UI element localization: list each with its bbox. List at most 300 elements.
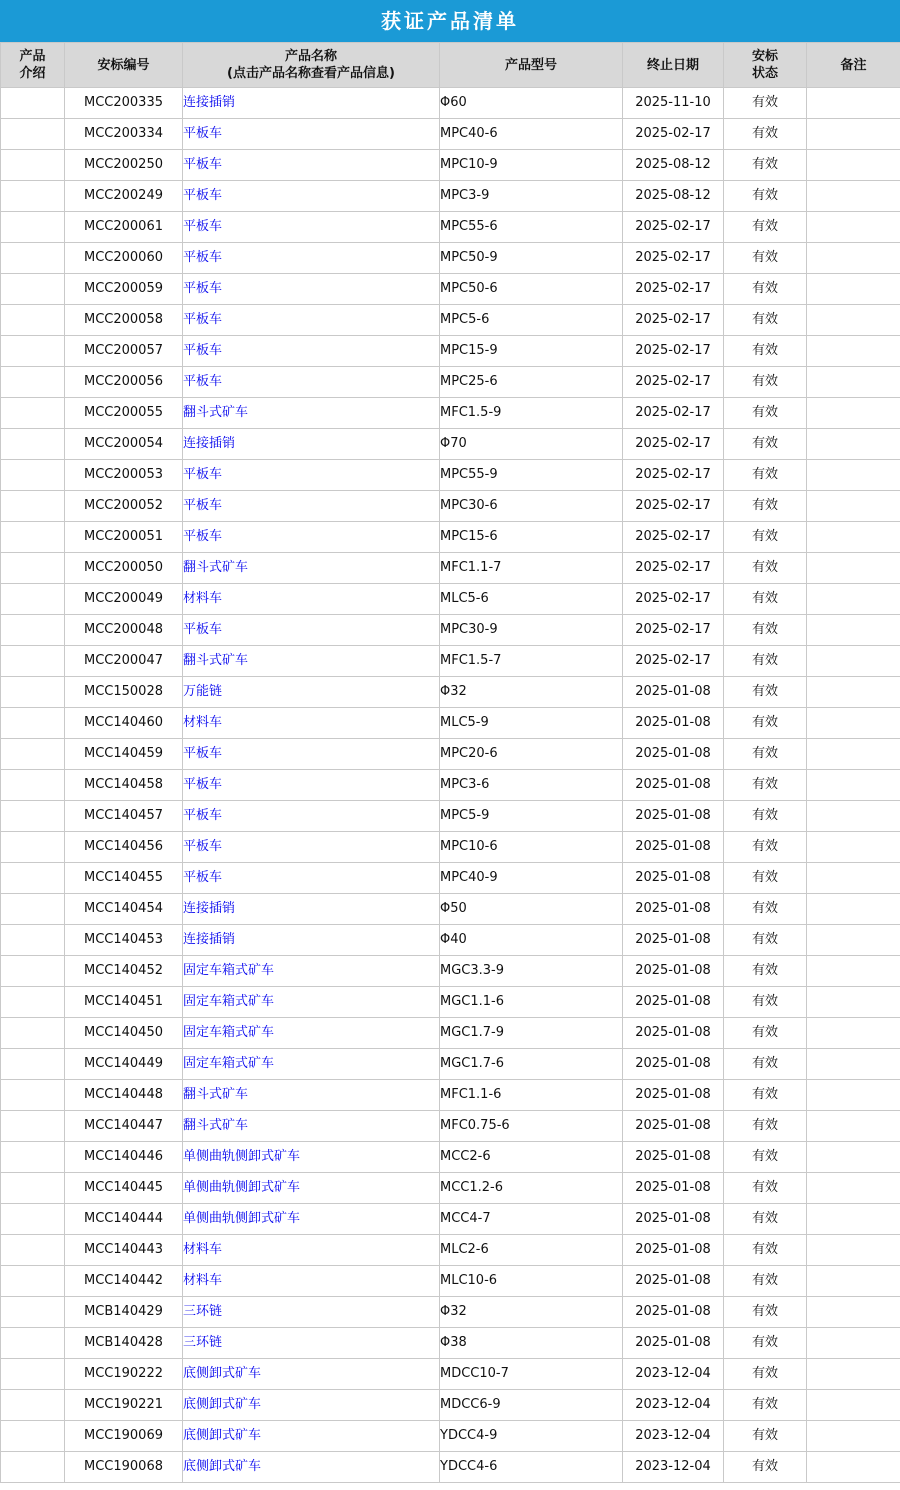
table-row — [1, 1018, 900, 1049]
table-row — [1, 181, 900, 212]
product-name-cell — [183, 615, 440, 646]
product-name-link[interactable]: 底侧卸式矿车 — [183, 1428, 262, 1443]
product-name-link[interactable]: 平板车 — [183, 622, 223, 637]
remark-cell — [807, 1173, 900, 1204]
table-row — [1, 1359, 900, 1390]
product-name-cell — [183, 367, 440, 398]
product-intro-cell — [1, 863, 65, 894]
product-model-cell: MPC5-6 — [440, 305, 623, 336]
cert-code-cell: MCC200056 — [65, 367, 183, 398]
product-name-cell — [183, 1173, 440, 1204]
expiry-date-cell: 2025-01-08 — [623, 708, 724, 739]
table-row — [1, 150, 900, 181]
cert-code-cell: MCC200249 — [65, 181, 183, 212]
cert-code-cell: MCB140428 — [65, 1328, 183, 1359]
cert-status-cell: 有效 — [724, 1235, 807, 1266]
expiry-date-cell: 2025-01-08 — [623, 1049, 724, 1080]
expiry-date-cell: 2025-01-08 — [623, 1111, 724, 1142]
product-name-link[interactable]: 三环链 — [183, 1335, 223, 1350]
product-name-cell — [183, 150, 440, 181]
expiry-date-cell: 2025-01-08 — [623, 1173, 724, 1204]
product-name-cell — [183, 770, 440, 801]
cert-status-cell: 有效 — [724, 398, 807, 429]
cert-status-cell: 有效 — [724, 553, 807, 584]
product-model-cell: MGC3.3-9 — [440, 956, 623, 987]
product-model-cell: MPC30-6 — [440, 491, 623, 522]
remark-cell — [807, 88, 900, 119]
product-name-link[interactable]: 平板车 — [183, 188, 223, 203]
product-intro-cell — [1, 646, 65, 677]
header-row — [1, 43, 900, 88]
cert-status-cell: 有效 — [724, 646, 807, 677]
cert-code-cell: MCC140454 — [65, 894, 183, 925]
remark-cell — [807, 491, 900, 522]
product-model-cell: Φ32 — [440, 1297, 623, 1328]
expiry-date-cell: 2025-02-17 — [623, 398, 724, 429]
cert-code-cell: MCC200059 — [65, 274, 183, 305]
remark-cell — [807, 429, 900, 460]
product-name-cell — [183, 119, 440, 150]
product-name-link[interactable]: 翻斗式矿车 — [183, 1087, 249, 1102]
table-row — [1, 119, 900, 150]
product-intro-cell — [1, 491, 65, 522]
table-row — [1, 646, 900, 677]
expiry-date-cell: 2025-01-08 — [623, 1235, 724, 1266]
expiry-date-cell: 2025-01-08 — [623, 925, 724, 956]
product-intro-cell — [1, 553, 65, 584]
cert-code-cell: MCC140449 — [65, 1049, 183, 1080]
product-name-link[interactable]: 翻斗式矿车 — [183, 560, 249, 575]
cert-code-cell: MCC190222 — [65, 1359, 183, 1390]
product-intro-cell — [1, 1142, 65, 1173]
table-row — [1, 367, 900, 398]
product-model-cell: MPC5-9 — [440, 801, 623, 832]
product-name-link[interactable]: 单侧曲轨侧卸式矿车 — [183, 1211, 301, 1226]
cert-status-cell: 有效 — [724, 1452, 807, 1483]
product-name-link[interactable]: 平板车 — [183, 126, 223, 141]
product-intro-cell — [1, 615, 65, 646]
remark-cell — [807, 274, 900, 305]
cert-status-cell: 有效 — [724, 243, 807, 274]
product-name-cell — [183, 336, 440, 367]
expiry-date-cell: 2025-01-08 — [623, 739, 724, 770]
remark-cell — [807, 677, 900, 708]
product-intro-cell — [1, 708, 65, 739]
product-model-cell: YDCC4-9 — [440, 1421, 623, 1452]
table-row — [1, 925, 900, 956]
expiry-date-cell: 2025-01-08 — [623, 677, 724, 708]
table-row — [1, 894, 900, 925]
product-model-cell: MPC10-9 — [440, 150, 623, 181]
product-name-link[interactable]: 翻斗式矿车 — [183, 653, 249, 668]
table-row — [1, 987, 900, 1018]
expiry-date-cell: 2025-02-17 — [623, 491, 724, 522]
product-model-cell: Φ70 — [440, 429, 623, 460]
expiry-date-cell: 2025-01-08 — [623, 1266, 724, 1297]
product-model-cell: MPC50-9 — [440, 243, 623, 274]
table-row — [1, 739, 900, 770]
remark-cell — [807, 243, 900, 274]
cert-status-cell: 有效 — [724, 801, 807, 832]
product-model-cell: MPC15-9 — [440, 336, 623, 367]
table-row — [1, 274, 900, 305]
expiry-date-cell: 2025-02-17 — [623, 522, 724, 553]
cert-code-cell: MCC140442 — [65, 1266, 183, 1297]
product-name-cell — [183, 1452, 440, 1483]
cert-code-cell: MCC200050 — [65, 553, 183, 584]
table-row — [1, 1235, 900, 1266]
product-name-link[interactable]: 底侧卸式矿车 — [183, 1366, 262, 1381]
product-model-cell: MPC55-6 — [440, 212, 623, 243]
product-name-link[interactable]: 翻斗式矿车 — [183, 1118, 249, 1133]
product-intro-cell — [1, 429, 65, 460]
expiry-date-cell: 2023-12-04 — [623, 1452, 724, 1483]
table-row — [1, 832, 900, 863]
product-name-link[interactable]: 万能链 — [183, 684, 223, 699]
product-model-cell: MPC15-6 — [440, 522, 623, 553]
remark-cell — [807, 398, 900, 429]
product-model-cell: YDCC4-6 — [440, 1452, 623, 1483]
cert-status-cell: 有效 — [724, 987, 807, 1018]
cert-status-cell: 有效 — [724, 708, 807, 739]
product-name-link[interactable]: 平板车 — [183, 870, 223, 885]
table-row — [1, 956, 900, 987]
header-intro: 产品 介绍 — [1, 43, 65, 88]
cert-code-cell: MCC140452 — [65, 956, 183, 987]
product-model-cell: MDCC10-7 — [440, 1359, 623, 1390]
product-name-cell — [183, 1390, 440, 1421]
cert-status-cell: 有效 — [724, 1173, 807, 1204]
expiry-date-cell: 2025-02-17 — [623, 429, 724, 460]
product-model-cell: MPC30-9 — [440, 615, 623, 646]
product-name-link[interactable]: 平板车 — [183, 529, 223, 544]
product-name-link[interactable]: 平板车 — [183, 374, 223, 389]
product-name-cell — [183, 1328, 440, 1359]
product-model-cell: MPC10-6 — [440, 832, 623, 863]
remark-cell — [807, 894, 900, 925]
cert-status-cell: 有效 — [724, 677, 807, 708]
cert-code-cell: MCC140455 — [65, 863, 183, 894]
product-model-cell: MGC1.7-6 — [440, 1049, 623, 1080]
cert-code-cell: MCC200334 — [65, 119, 183, 150]
product-intro-cell — [1, 584, 65, 615]
cert-code-cell: MCC200053 — [65, 460, 183, 491]
product-intro-cell — [1, 522, 65, 553]
cert-code-cell: MCC200061 — [65, 212, 183, 243]
remark-cell — [807, 1018, 900, 1049]
table-row — [1, 770, 900, 801]
remark-cell — [807, 1266, 900, 1297]
product-name-link[interactable]: 材料车 — [183, 1242, 223, 1257]
product-name-cell — [183, 863, 440, 894]
product-name-cell — [183, 460, 440, 491]
expiry-date-cell: 2025-02-17 — [623, 367, 724, 398]
table-row — [1, 1452, 900, 1483]
product-name-link[interactable]: 材料车 — [183, 591, 223, 606]
product-name-link[interactable]: 翻斗式矿车 — [183, 405, 249, 420]
product-intro-cell — [1, 243, 65, 274]
cert-code-cell: MCC200049 — [65, 584, 183, 615]
table-row — [1, 1266, 900, 1297]
product-name-link[interactable]: 固定车箱式矿车 — [183, 1056, 275, 1071]
cert-code-cell: MCC140460 — [65, 708, 183, 739]
product-model-cell: Φ38 — [440, 1328, 623, 1359]
product-name-cell — [183, 429, 440, 460]
product-name-cell — [183, 491, 440, 522]
product-model-cell: Φ60 — [440, 88, 623, 119]
product-name-link[interactable]: 平板车 — [183, 343, 223, 358]
expiry-date-cell: 2025-02-17 — [623, 460, 724, 491]
product-intro-cell — [1, 181, 65, 212]
product-name-link[interactable]: 底侧卸式矿车 — [183, 1459, 262, 1474]
expiry-date-cell: 2025-02-17 — [623, 212, 724, 243]
product-model-cell: Φ32 — [440, 677, 623, 708]
remark-cell — [807, 1421, 900, 1452]
expiry-date-cell: 2025-01-08 — [623, 1018, 724, 1049]
table-row — [1, 88, 900, 119]
cert-code-cell: MCC140448 — [65, 1080, 183, 1111]
expiry-date-cell: 2025-02-17 — [623, 243, 724, 274]
cert-status-cell: 有效 — [724, 522, 807, 553]
product-model-cell: MCC1.2-6 — [440, 1173, 623, 1204]
product-name-link[interactable]: 连接插销 — [183, 932, 236, 947]
cert-code-cell: MCC140444 — [65, 1204, 183, 1235]
product-name-link[interactable]: 平板车 — [183, 250, 223, 265]
cert-status-cell: 有效 — [724, 150, 807, 181]
expiry-date-cell: 2023-12-04 — [623, 1359, 724, 1390]
page-title: 获证产品清单 — [0, 0, 900, 42]
cert-code-cell: MCC200058 — [65, 305, 183, 336]
cert-status-cell: 有效 — [724, 460, 807, 491]
remark-cell — [807, 181, 900, 212]
remark-cell — [807, 646, 900, 677]
expiry-date-cell: 2025-02-17 — [623, 336, 724, 367]
product-intro-cell — [1, 1328, 65, 1359]
cert-status-cell: 有效 — [724, 1421, 807, 1452]
cert-status-cell: 有效 — [724, 739, 807, 770]
table-row — [1, 398, 900, 429]
cert-status-cell: 有效 — [724, 584, 807, 615]
product-model-cell: MFC1.1-7 — [440, 553, 623, 584]
cert-code-cell: MCC140446 — [65, 1142, 183, 1173]
table-row — [1, 1049, 900, 1080]
cert-status-cell: 有效 — [724, 491, 807, 522]
cert-code-cell: MCC140458 — [65, 770, 183, 801]
product-model-cell: MLC5-6 — [440, 584, 623, 615]
expiry-date-cell: 2023-12-04 — [623, 1421, 724, 1452]
cert-status-cell: 有效 — [724, 770, 807, 801]
product-name-link[interactable]: 平板车 — [183, 157, 223, 172]
cert-status-cell: 有效 — [724, 832, 807, 863]
cert-status-cell: 有效 — [724, 305, 807, 336]
product-intro-cell — [1, 1111, 65, 1142]
cert-status-cell: 有效 — [724, 336, 807, 367]
product-name-cell — [183, 88, 440, 119]
cert-code-cell: MCC200057 — [65, 336, 183, 367]
cert-status-cell: 有效 — [724, 1142, 807, 1173]
product-model-cell: MCC2-6 — [440, 1142, 623, 1173]
product-name-link[interactable]: 连接插销 — [183, 95, 236, 110]
cert-code-cell: MCC190069 — [65, 1421, 183, 1452]
product-name-link[interactable]: 单侧曲轨侧卸式矿车 — [183, 1149, 301, 1164]
cert-code-cell: MCC140443 — [65, 1235, 183, 1266]
product-name-link[interactable]: 材料车 — [183, 1273, 223, 1288]
cert-status-cell: 有效 — [724, 894, 807, 925]
table-row — [1, 1111, 900, 1142]
product-name-link[interactable]: 平板车 — [183, 281, 223, 296]
product-name-cell — [183, 212, 440, 243]
product-name-link[interactable]: 固定车箱式矿车 — [183, 963, 275, 978]
expiry-date-cell: 2025-01-08 — [623, 863, 724, 894]
remark-cell — [807, 1297, 900, 1328]
cert-code-cell: MCC190221 — [65, 1390, 183, 1421]
product-name-link[interactable]: 平板车 — [183, 808, 223, 823]
product-model-cell: MPC3-9 — [440, 181, 623, 212]
cert-code-cell: MCC200055 — [65, 398, 183, 429]
remark-cell — [807, 1452, 900, 1483]
product-intro-cell — [1, 274, 65, 305]
product-name-link[interactable]: 平板车 — [183, 312, 223, 327]
remark-cell — [807, 1204, 900, 1235]
table-row — [1, 1421, 900, 1452]
product-name-cell — [183, 584, 440, 615]
product-model-cell: MPC40-9 — [440, 863, 623, 894]
table-row — [1, 584, 900, 615]
cert-status-cell: 有效 — [724, 1297, 807, 1328]
expiry-date-cell: 2025-02-17 — [623, 553, 724, 584]
expiry-date-cell: 2025-02-17 — [623, 646, 724, 677]
table-row — [1, 708, 900, 739]
product-intro-cell — [1, 88, 65, 119]
expiry-date-cell: 2025-01-08 — [623, 1297, 724, 1328]
product-name-cell — [183, 1080, 440, 1111]
product-name-cell — [183, 522, 440, 553]
cert-code-cell: MCC140457 — [65, 801, 183, 832]
product-intro-cell — [1, 1235, 65, 1266]
product-name-link[interactable]: 平板车 — [183, 219, 223, 234]
product-intro-cell — [1, 1049, 65, 1080]
remark-cell — [807, 987, 900, 1018]
expiry-date-cell: 2025-01-08 — [623, 1328, 724, 1359]
product-model-cell: MGC1.1-6 — [440, 987, 623, 1018]
cert-code-cell: MCB140429 — [65, 1297, 183, 1328]
expiry-date-cell: 2025-02-17 — [623, 119, 724, 150]
table-row — [1, 212, 900, 243]
product-intro-cell — [1, 1173, 65, 1204]
product-intro-cell — [1, 1421, 65, 1452]
product-name-link[interactable]: 连接插销 — [183, 901, 236, 916]
product-name-link[interactable]: 材料车 — [183, 715, 223, 730]
table-row — [1, 1328, 900, 1359]
cert-status-cell: 有效 — [724, 1328, 807, 1359]
cert-code-cell: MCC150028 — [65, 677, 183, 708]
cert-code-cell: MCC140447 — [65, 1111, 183, 1142]
product-intro-cell — [1, 677, 65, 708]
product-name-link[interactable]: 平板车 — [183, 498, 223, 513]
product-name-cell — [183, 956, 440, 987]
product-name-cell — [183, 1421, 440, 1452]
product-model-cell: MGC1.7-9 — [440, 1018, 623, 1049]
cert-status-cell: 有效 — [724, 212, 807, 243]
product-model-cell: MPC40-6 — [440, 119, 623, 150]
remark-cell — [807, 1235, 900, 1266]
expiry-date-cell: 2025-08-12 — [623, 181, 724, 212]
table-row — [1, 429, 900, 460]
remark-cell — [807, 1142, 900, 1173]
product-model-cell: MLC5-9 — [440, 708, 623, 739]
product-name-link[interactable]: 固定车箱式矿车 — [183, 1025, 275, 1040]
product-model-cell: MPC25-6 — [440, 367, 623, 398]
cert-status-cell: 有效 — [724, 1080, 807, 1111]
product-model-cell: Φ40 — [440, 925, 623, 956]
cert-status-cell: 有效 — [724, 119, 807, 150]
product-model-cell: MFC1.5-9 — [440, 398, 623, 429]
table-row — [1, 863, 900, 894]
product-name-link[interactable]: 平板车 — [183, 467, 223, 482]
table-row — [1, 1297, 900, 1328]
product-intro-cell — [1, 1359, 65, 1390]
product-name-cell — [183, 1297, 440, 1328]
remark-cell — [807, 305, 900, 336]
product-name-link[interactable]: 固定车箱式矿车 — [183, 994, 275, 1009]
table-row — [1, 491, 900, 522]
product-model-cell: MDCC6-9 — [440, 1390, 623, 1421]
cert-code-cell: MCC190068 — [65, 1452, 183, 1483]
remark-cell — [807, 1111, 900, 1142]
product-name-link[interactable]: 连接插销 — [183, 436, 236, 451]
table-row — [1, 336, 900, 367]
remark-cell — [807, 832, 900, 863]
product-name-cell — [183, 1235, 440, 1266]
product-name-cell — [183, 708, 440, 739]
product-name-link[interactable]: 三环链 — [183, 1304, 223, 1319]
product-name-cell — [183, 987, 440, 1018]
product-name-link[interactable]: 底侧卸式矿车 — [183, 1397, 262, 1412]
expiry-date-cell: 2025-11-10 — [623, 88, 724, 119]
product-name-cell — [183, 925, 440, 956]
remark-cell — [807, 1080, 900, 1111]
product-name-cell — [183, 1266, 440, 1297]
cert-status-cell: 有效 — [724, 1359, 807, 1390]
product-name-link[interactable]: 平板车 — [183, 839, 223, 854]
remark-cell — [807, 739, 900, 770]
cert-status-cell: 有效 — [724, 1049, 807, 1080]
product-name-link[interactable]: 单侧曲轨侧卸式矿车 — [183, 1180, 301, 1195]
expiry-date-cell: 2025-01-08 — [623, 770, 724, 801]
remark-cell — [807, 801, 900, 832]
table-row — [1, 801, 900, 832]
table-row — [1, 522, 900, 553]
table-row — [1, 1173, 900, 1204]
product-intro-cell — [1, 739, 65, 770]
cert-status-cell: 有效 — [724, 88, 807, 119]
remark-cell — [807, 615, 900, 646]
header-date: 终止日期 — [623, 43, 724, 88]
cert-status-cell: 有效 — [724, 181, 807, 212]
product-name-cell — [183, 894, 440, 925]
product-intro-cell — [1, 956, 65, 987]
cert-code-cell: MCC200335 — [65, 88, 183, 119]
remark-cell — [807, 150, 900, 181]
cert-code-cell: MCC200051 — [65, 522, 183, 553]
remark-cell — [807, 460, 900, 491]
product-name-link[interactable]: 平板车 — [183, 746, 223, 761]
product-model-cell: MCC4-7 — [440, 1204, 623, 1235]
expiry-date-cell: 2025-01-08 — [623, 987, 724, 1018]
remark-cell — [807, 863, 900, 894]
product-name-link[interactable]: 平板车 — [183, 777, 223, 792]
product-name-cell — [183, 801, 440, 832]
